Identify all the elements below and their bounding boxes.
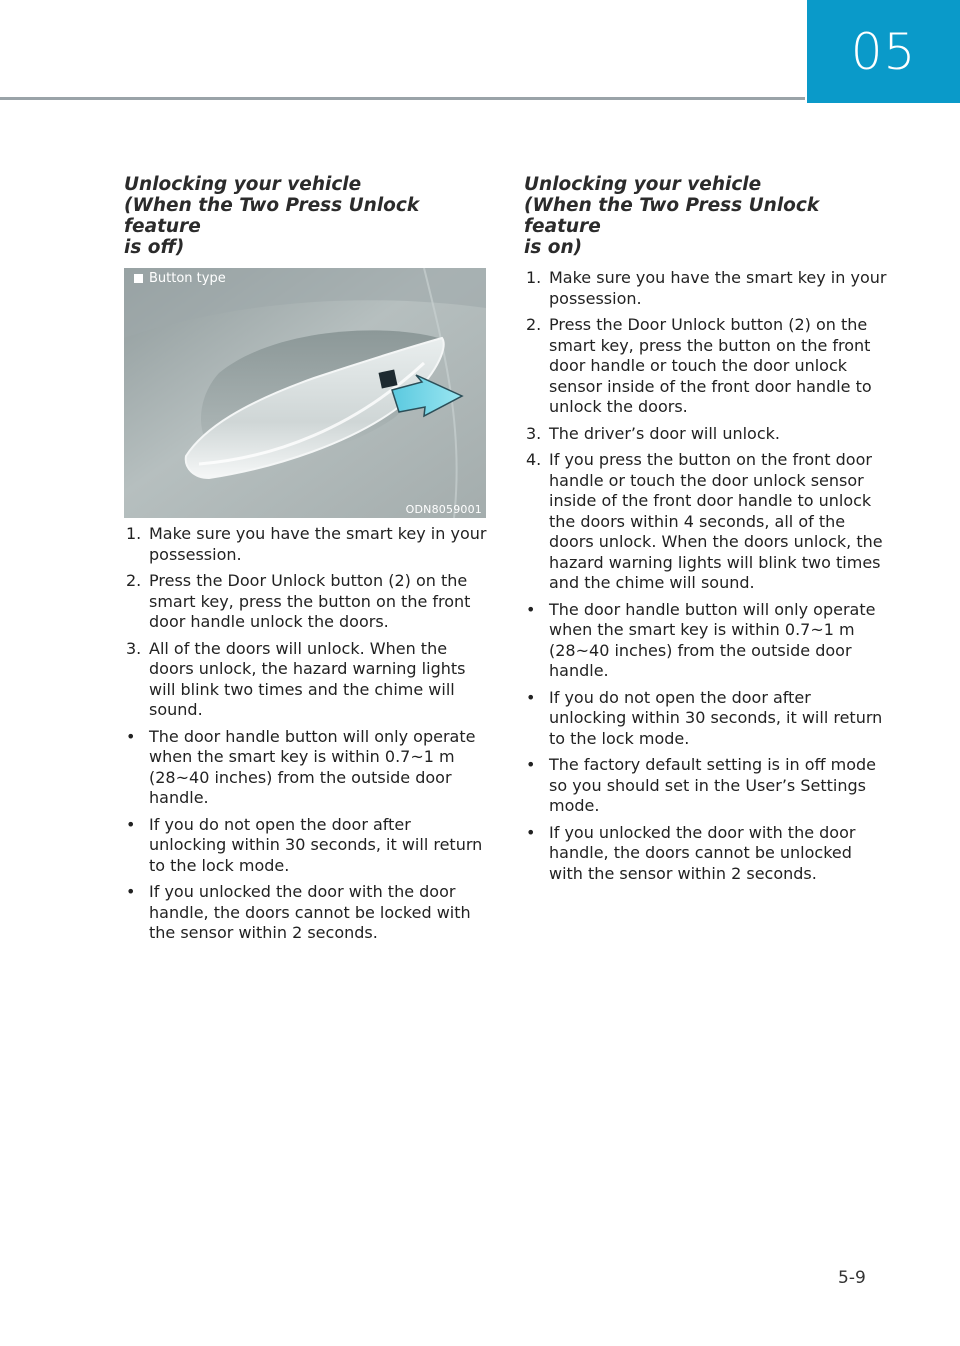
item-text: If you unlocked the door with the door handle, the doors cannot be unlocked with the sensor within 2 seconds.	[549, 822, 856, 883]
item-text: If you do not open the door after unlocking within 30 seconds, it will return to the lock mode.	[149, 814, 483, 875]
item-text: All of the doors will unlock. When the doors unlock, the hazard warning lights will blink two times and the chime will sound.	[149, 638, 466, 719]
header-rule	[0, 97, 805, 100]
item-marker: 3.	[126, 638, 142, 658]
item-marker: •	[526, 755, 536, 774]
title-line: Unlocking your vehicle	[524, 174, 762, 195]
item-marker: •	[126, 726, 136, 746]
list-item	[524, 755, 889, 817]
item-text: If you unlocked the door with the door handle, the doors cannot be locked with the sensor within 2 seconds.	[149, 882, 471, 942]
list-item	[124, 571, 490, 633]
list-item	[124, 727, 490, 809]
door-handle-figure	[124, 268, 486, 518]
title-line: Unlocking your vehicle	[124, 174, 362, 195]
left-list	[124, 524, 490, 944]
item-marker: 2.	[126, 571, 142, 590]
item-marker: •	[526, 822, 536, 842]
title-line: is off)	[124, 237, 185, 258]
item-marker: •	[126, 882, 136, 901]
right-column	[524, 174, 889, 890]
caption-square-icon	[134, 274, 143, 283]
list-item	[524, 823, 889, 885]
right-list	[524, 268, 889, 884]
list-item	[524, 424, 889, 445]
list-item	[524, 688, 889, 750]
item-text: Make sure you have the smart key in your possession.	[549, 268, 887, 308]
figure-code: ODN8059001	[405, 503, 482, 516]
item-marker: 3.	[526, 423, 542, 443]
list-item	[524, 450, 889, 594]
door-handle-illustration	[124, 268, 486, 518]
item-marker: 1.	[126, 524, 142, 543]
figure-caption	[134, 271, 226, 286]
item-marker: 1.	[526, 268, 542, 287]
list-item	[124, 524, 490, 565]
item-marker: 2.	[526, 315, 542, 334]
page-number: 5-9	[838, 1268, 866, 1288]
item-text: The door handle button will only operate when the smart key is within 0.7~1 m (28~40 inches) from the outside door handle.	[149, 726, 476, 807]
list-item	[524, 315, 889, 418]
title-line: (When the Two Press Unlock feature	[524, 195, 820, 237]
item-text: Press the Door Unlock button (2) on the smart key, press the button on the front door handle or touch the door unlock sensor inside of the front door handle to unlock the doors.	[549, 315, 872, 416]
item-text: The door handle button will only operate when the smart key is within 0.7~1 m (28~40 inches) from the outside door handle.	[549, 599, 876, 680]
item-marker: •	[526, 599, 536, 619]
list-item	[124, 815, 490, 877]
list-item	[124, 882, 490, 944]
section-title-off	[124, 174, 490, 258]
item-text: If you do not open the door after unlocking within 30 seconds, it will return to the lock mode.	[549, 687, 883, 748]
item-text: Make sure you have the smart key in your possession.	[149, 524, 487, 564]
item-marker: 4.	[526, 450, 542, 469]
section-title-on	[524, 174, 889, 258]
title-line: is on)	[524, 237, 583, 258]
title-line: (When the Two Press Unlock feature	[124, 195, 420, 237]
item-text: Press the Door Unlock button (2) on the smart key, press the button on the front door handle unlock the doors.	[149, 571, 471, 631]
list-item	[524, 600, 889, 682]
list-item	[124, 639, 490, 721]
list-item	[524, 268, 889, 309]
chapter-tab: 05	[807, 0, 960, 103]
left-column	[124, 174, 490, 950]
item-text: If you press the button on the front door handle or touch the door unlock sensor inside of the front door handle to unlock the doors within 4 seconds, all of the doors unlock. When the doors unlock, the hazard warning lights will blink two times and the chime will sound.	[549, 450, 883, 592]
item-text: The factory default setting is in off mode so you should set in the User’s Settings mode.	[549, 755, 877, 815]
caption-text: Button type	[149, 271, 226, 286]
item-text: The driver’s door will unlock.	[549, 423, 780, 443]
item-marker: •	[126, 814, 136, 834]
item-marker: •	[526, 687, 536, 707]
